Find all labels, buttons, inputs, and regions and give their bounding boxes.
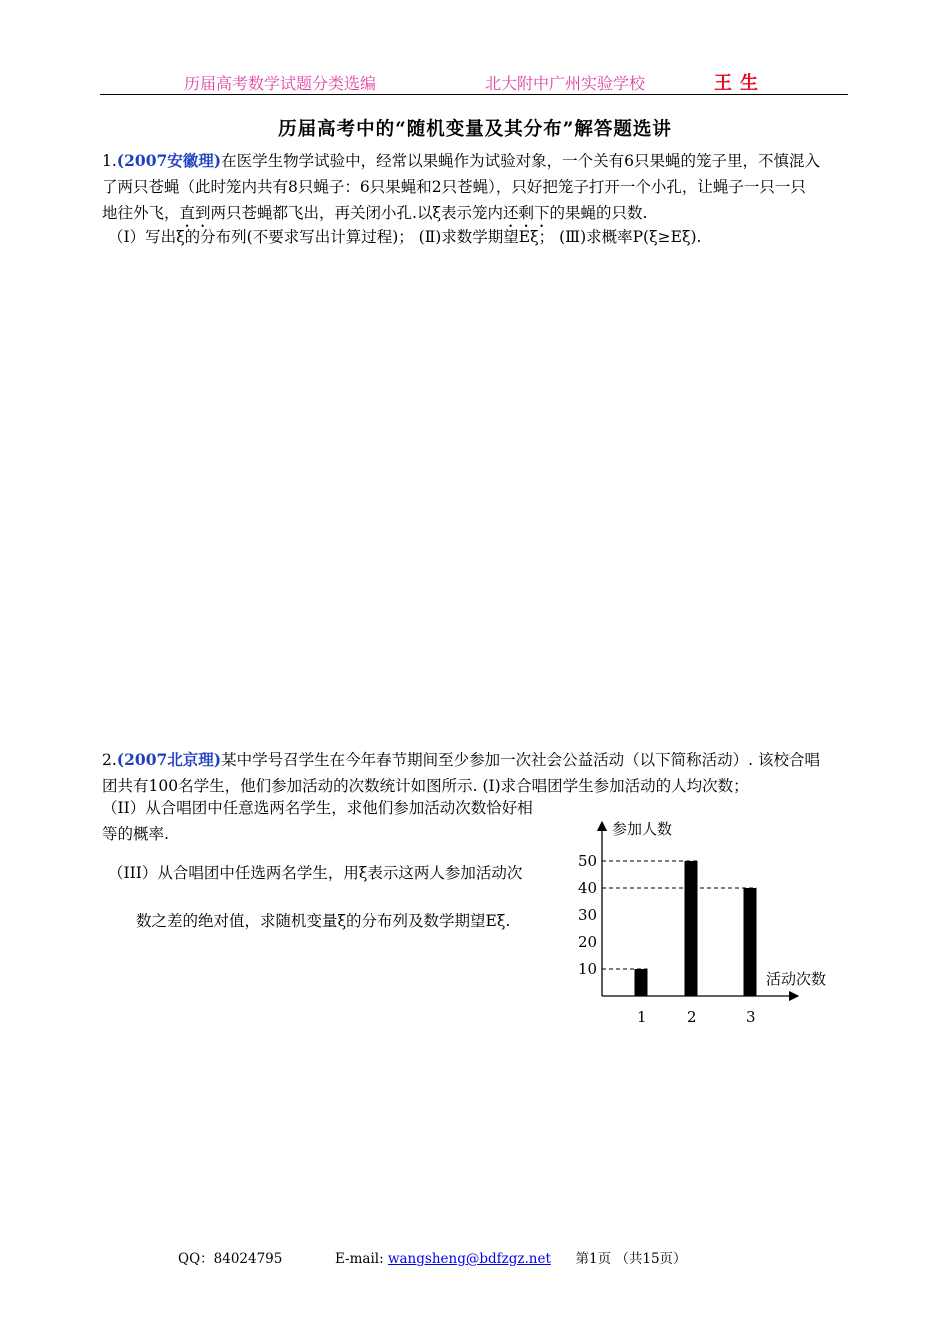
question-2-line-2: 团共有100名学生，他们参加活动的次数统计如图所示. (I)求合唱团学生参加活动的人均次数； — [102, 777, 749, 795]
question-1-line-1 — [102, 148, 850, 174]
question-2 — [102, 747, 850, 799]
header-school-name: 北大附中广州实验学校 — [485, 74, 646, 93]
question-2-part-2 — [102, 795, 572, 847]
question-1-emphasis-1: 直到 — [179, 204, 211, 222]
question-1-text-3e: 的果蝇的只数. — [549, 204, 648, 222]
question-1-number: 1. — [102, 152, 117, 170]
y-tick-label-20: 20 — [578, 933, 598, 951]
x-tick-label-3: 3 — [746, 1008, 756, 1026]
question-1-line-2: 了两只苍蝇（此时笼内共有8只蝇子：6只果蝇和2只苍蝇），只好把笼子打开一个小孔，让蝇子一只一只 — [102, 178, 806, 196]
question-2-line-1 — [102, 747, 850, 773]
y-tick-label-10: 10 — [578, 960, 598, 978]
question-1-text-1: 在医学生物学试验中，经常以果蝇作为试验对象，一个关有6只果蝇的笼子里，不慎混入 — [221, 152, 820, 170]
footer-email-label: E-mail: — [334, 1251, 384, 1267]
x-tick-label-2: 2 — [687, 1008, 697, 1026]
question-2-part-3: （III）从合唱团中任选两名学生，用ξ表示这两人参加活动次 — [108, 864, 523, 882]
header-series-title: 历届高考数学试题分类选编 — [184, 74, 377, 93]
y-tick-label-40: 40 — [578, 879, 598, 897]
question-2-part-3-continued: 数之差的绝对值，求随机变量ξ的分布列及数学期望Eξ. — [136, 912, 511, 930]
question-1 — [102, 148, 850, 231]
y-axis-label: 参加人数 — [612, 820, 673, 838]
y-tick-label-50: 50 — [578, 852, 598, 870]
question-1-source-tag: (2007安徽理) — [116, 151, 222, 170]
activity-bar-chart — [566, 816, 856, 1026]
footer-email-link[interactable]: wangsheng@bdfzgz.net — [387, 1251, 551, 1267]
question-1-text-3a: 地往外飞， — [102, 204, 180, 222]
page-title: 历届高考中的“随机变量及其分布”解答题选讲 — [278, 119, 672, 140]
footer-qq: QQ：84024795 — [178, 1251, 283, 1267]
question-1-parts: （Ⅰ）写出ξ的分布列(不要求写出计算过程)； (Ⅱ)求数学期望Eξ； (Ⅲ)求概率P(ξ≥Eξ). — [108, 228, 702, 246]
bar-3 — [744, 888, 757, 996]
bar-1 — [635, 969, 648, 996]
question-2-number: 2. — [102, 751, 117, 769]
question-2-part-2-line-1: （II）从合唱团中任意选两名学生，求他们参加活动次数恰好相 — [102, 799, 533, 817]
page-header — [100, 64, 848, 95]
question-2-part-2-line-2: 等的概率. — [102, 825, 169, 843]
question-2-source-tag: (2007北京理) — [116, 750, 222, 769]
x-tick-label-1: 1 — [637, 1008, 647, 1026]
question-1-text-3c: 两只苍蝇都飞出，再关闭小孔.以ξ表示笼内 — [210, 204, 503, 222]
y-tick-label-30: 30 — [578, 906, 598, 924]
header-author: 王生 — [714, 73, 766, 94]
question-1-emphasis-2: 还剩下 — [503, 204, 550, 222]
page-footer — [178, 1247, 687, 1267]
question-2-text-1: 某中学号召学生在今年春节期间至少参加一次社会公益活动（以下简称活动）. 该校合唱 — [221, 751, 820, 769]
footer-page-number: 第1页 （共15页） — [575, 1251, 687, 1267]
bar-2 — [685, 861, 698, 996]
x-axis-label: 活动次数 — [766, 970, 827, 988]
